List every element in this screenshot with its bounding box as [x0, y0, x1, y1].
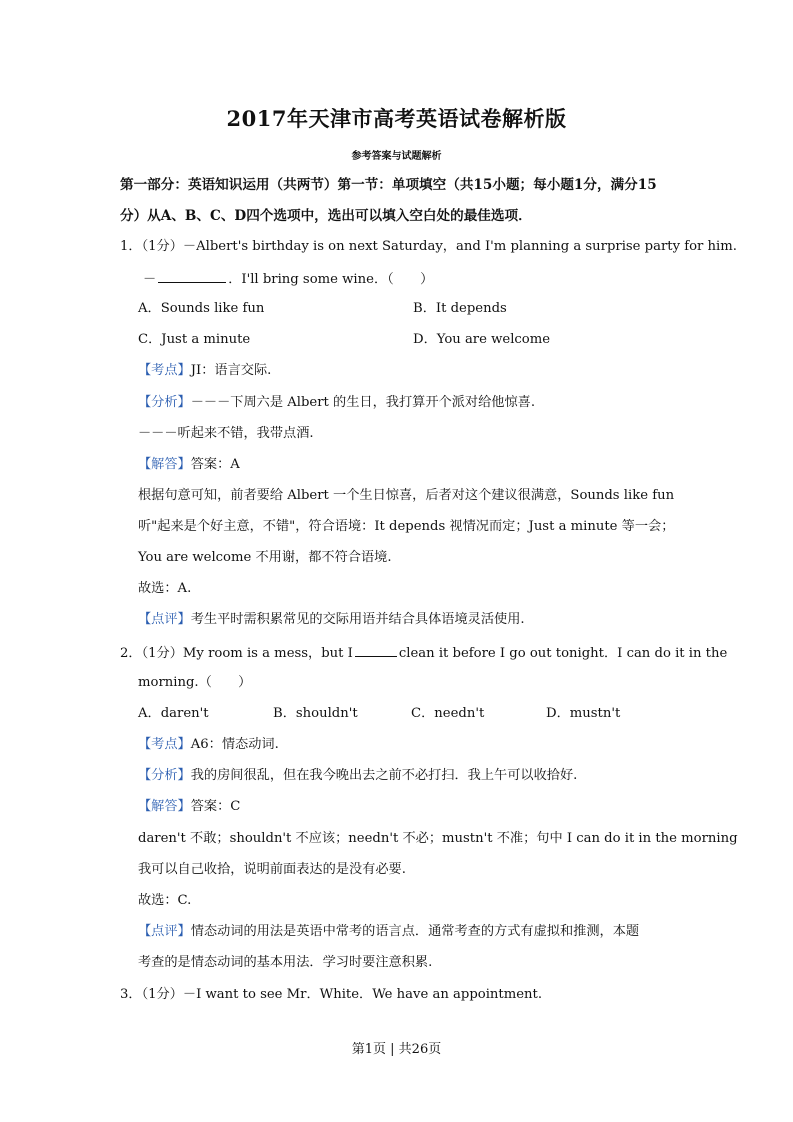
q2-kaodian-text: A6：情态动词. — [190, 737, 279, 752]
q1-answer-blank — [158, 269, 226, 283]
q1-fenxi-tag: 【分析】 — [138, 395, 191, 410]
q2-explanation-1: daren't 不敢；shouldn't 不应该；needn't 不必；mustn't 不准；句中 I can do it in the morning — [138, 831, 738, 846]
q2-stem — [120, 643, 727, 663]
q1-kaodian-tag: 【考点】 — [138, 363, 191, 378]
q2-explanation-2: 我可以自己收拾，说明前面表达的是没有必要. — [138, 862, 406, 877]
q1-dianping-tag: 【点评】 — [138, 612, 191, 627]
q1-jieda-text: 答案：A — [190, 457, 240, 472]
q2-option-c: C．needn't — [411, 706, 485, 721]
q2-option-b: B．shouldn't — [273, 706, 358, 721]
q2-jieda-text: 答案：C — [190, 799, 241, 814]
q1-fenxi-line-2: －－－听起来不错，我带点酒. — [138, 426, 314, 441]
q2-kaodian-tag: 【考点】 — [138, 737, 191, 752]
page-title: 2017年天津市高考英语试卷解析版 — [226, 106, 567, 131]
q1-jieda-tag: 【解答】 — [138, 457, 191, 472]
q3-stem: 3．（1分）－I want to see Mr．White．We have an appointment. — [120, 987, 543, 1002]
q2-jieda — [138, 798, 240, 816]
q2-dianping-tag: 【点评】 — [138, 924, 191, 939]
q2-kaodian — [138, 736, 279, 754]
q1-explanation-3: You are welcome 不用谢，都不符合语境. — [138, 550, 392, 565]
q1-option-c: C．Just a minute — [138, 332, 251, 347]
q2-fenxi — [138, 767, 577, 785]
q1-dianping-text: 考生平时需积累常见的交际用语并结合具体语境灵活使用. — [190, 612, 525, 627]
q2-jieda-tag: 【解答】 — [138, 799, 191, 814]
q1-stem-line-2 — [143, 269, 433, 289]
q1-jieda — [138, 456, 240, 474]
q2-dianping-line-2: 考查的是情态动词的基本用法．学习时要注意积累. — [138, 955, 433, 970]
page-subtitle: 参考答案与试题解析 — [351, 151, 442, 162]
section-instruction-line-2: 分）从A、B、C、D四个选项中，选出可以填入空白处的最佳选项． — [120, 208, 532, 224]
q1-explanation-1: 根据句意可知，前者要给 Albert 一个生日惊喜，后者对这个建议很满意，Sounds like fun — [138, 488, 675, 503]
page-footer: 第1页 | 共26页 — [351, 1042, 442, 1057]
q2-fenxi-tag: 【分析】 — [138, 768, 191, 783]
q1-answer-choice: 故选：A. — [138, 581, 192, 596]
q1-stem: 1．（1分）－Albert's birthday is on next Saturday，and I'm planning a surprise party for him. — [120, 239, 737, 254]
q1-stem-suffix: ．I'll bring some wine．（ ） — [228, 272, 434, 287]
q2-stem-prefix: 2．（1分）My room is a mess，but I — [120, 646, 353, 661]
section-instruction-line-1: 第一部分：英语知识运用（共两节）第一节：单项填空（共15小题；每小题1分，满分15 — [120, 177, 657, 193]
q1-explanation-2: 听"起来是个好主意，不错"，符合语境：It depends 视情况而定；Just a minute 等一会； — [138, 519, 675, 534]
q1-fenxi-text: －－－下周六是 Albert 的生日，我打算开个派对给他惊喜. — [190, 395, 536, 410]
q2-stem-suffix: clean it before I go out tonight．I can do it in the — [398, 646, 728, 661]
q2-fenxi-text: 我的房间很乱，但在我今晚出去之前不必打扫．我上午可以收拾好. — [190, 768, 578, 783]
q2-option-d: D．mustn't — [546, 706, 621, 721]
q2-answer-blank — [355, 643, 397, 657]
q1-fenxi — [138, 394, 535, 412]
q2-dianping-text: 情态动词的用法是英语中常考的语言点．通常考查的方式有虚拟和推测，本题 — [190, 924, 640, 939]
q2-dianping — [138, 923, 639, 941]
q1-dianping — [138, 611, 525, 629]
q1-kaodian — [138, 362, 271, 380]
q1-option-d: D．You are welcome — [413, 332, 551, 347]
q1-kaodian-text: JI：语言交际. — [190, 363, 272, 378]
q2-option-a: A．daren't — [138, 706, 209, 721]
q1-option-b: B．It depends — [413, 301, 507, 316]
q2-answer-choice: 故选：C. — [138, 893, 192, 908]
q1-option-a: A．Sounds like fun — [138, 301, 265, 316]
q1-dash: － — [143, 272, 157, 287]
q2-stem-line-2: morning.（ ） — [138, 675, 252, 690]
